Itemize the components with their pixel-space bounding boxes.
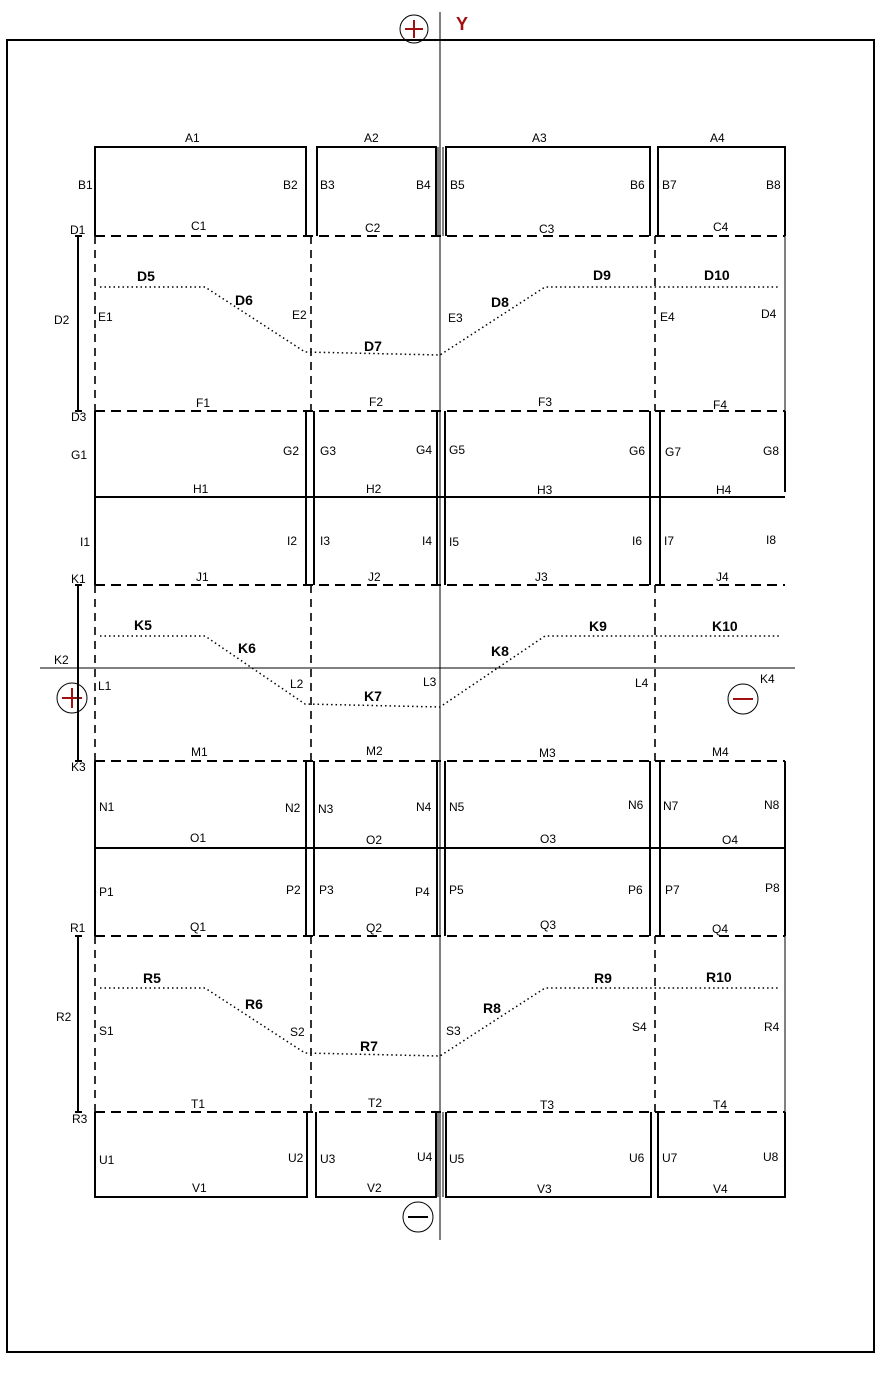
label-i1: I1 bbox=[80, 535, 91, 549]
label-u2: U2 bbox=[288, 1151, 304, 1165]
label-o3: O3 bbox=[540, 832, 557, 846]
label-p5: P5 bbox=[449, 883, 464, 897]
label-b1: B1 bbox=[78, 178, 93, 192]
label-a2: A2 bbox=[364, 131, 379, 145]
label-d2: D2 bbox=[54, 313, 70, 327]
label-k8: K8 bbox=[491, 643, 509, 659]
label-o1: O1 bbox=[190, 831, 207, 845]
label-k2: K2 bbox=[54, 653, 69, 667]
label-d7: D7 bbox=[364, 338, 382, 354]
label-n8: N8 bbox=[764, 798, 780, 812]
label-n5: N5 bbox=[449, 800, 465, 814]
label-k1: K1 bbox=[71, 572, 86, 586]
label-g3: G3 bbox=[320, 444, 337, 458]
label-d5: D5 bbox=[137, 268, 155, 284]
label-g5: G5 bbox=[449, 443, 466, 457]
band-r bbox=[75, 936, 785, 1112]
label-m3: M3 bbox=[539, 746, 556, 760]
label-v4: V4 bbox=[713, 1182, 728, 1196]
minus-indicator-bottom-icon bbox=[403, 1202, 433, 1232]
label-k5: K5 bbox=[134, 617, 152, 633]
label-h2: H2 bbox=[366, 482, 382, 496]
label-n2: N2 bbox=[285, 801, 301, 815]
label-q1: Q1 bbox=[190, 920, 207, 934]
label-p8: P8 bbox=[765, 881, 780, 895]
label-i4: I4 bbox=[422, 534, 433, 548]
label-d3: D3 bbox=[71, 410, 87, 424]
band-k bbox=[75, 585, 785, 761]
label-j1: J1 bbox=[196, 570, 209, 584]
label-g7: G7 bbox=[665, 445, 682, 459]
label-j2: J2 bbox=[368, 570, 381, 584]
label-p4: P4 bbox=[415, 885, 430, 899]
label-r10: R10 bbox=[706, 969, 732, 985]
label-v2: V2 bbox=[367, 1181, 382, 1195]
label-r8: R8 bbox=[483, 1000, 501, 1016]
label-c1: C1 bbox=[191, 219, 207, 233]
label-l4: L4 bbox=[635, 676, 649, 690]
label-k3: K3 bbox=[71, 760, 86, 774]
label-n1: N1 bbox=[99, 800, 115, 814]
label-b4: B4 bbox=[416, 178, 431, 192]
label-k4: K4 bbox=[760, 672, 775, 686]
label-i6: I6 bbox=[632, 534, 643, 548]
label-o2: O2 bbox=[366, 833, 383, 847]
label-s1: S1 bbox=[99, 1024, 114, 1038]
label-l2: L2 bbox=[290, 677, 304, 691]
label-p6: P6 bbox=[628, 883, 643, 897]
y-axis-label: Y bbox=[456, 14, 469, 34]
label-e2: E2 bbox=[292, 308, 307, 322]
label-d6: D6 bbox=[235, 292, 253, 308]
label-h3: H3 bbox=[537, 483, 553, 497]
label-i3: I3 bbox=[320, 534, 331, 548]
label-j3: J3 bbox=[535, 570, 548, 584]
label-p7: P7 bbox=[665, 883, 680, 897]
label-q2: Q2 bbox=[366, 921, 383, 935]
label-n7: N7 bbox=[663, 799, 679, 813]
label-r5: R5 bbox=[143, 970, 161, 986]
label-g4: G4 bbox=[416, 443, 433, 457]
label-b5: B5 bbox=[450, 178, 465, 192]
label-j4: J4 bbox=[716, 570, 729, 584]
label-u1: U1 bbox=[99, 1153, 115, 1167]
label-d4: D4 bbox=[761, 307, 777, 321]
label-r9: R9 bbox=[594, 970, 612, 986]
label-f3: F3 bbox=[538, 395, 553, 409]
label-s3: S3 bbox=[446, 1024, 461, 1038]
label-s4: S4 bbox=[632, 1020, 647, 1034]
label-b3: B3 bbox=[320, 178, 335, 192]
label-q3: Q3 bbox=[540, 918, 557, 932]
label-c2: C2 bbox=[365, 221, 381, 235]
label-c4: C4 bbox=[713, 220, 729, 234]
label-g6: G6 bbox=[629, 444, 646, 458]
label-h1: H1 bbox=[193, 482, 209, 496]
label-a3: A3 bbox=[532, 131, 547, 145]
label-u7: U7 bbox=[662, 1151, 678, 1165]
label-k9: K9 bbox=[589, 618, 607, 634]
label-d9: D9 bbox=[593, 267, 611, 283]
label-q4: Q4 bbox=[712, 922, 729, 936]
label-b8: B8 bbox=[766, 178, 781, 192]
region-labels bbox=[54, 131, 781, 1196]
label-i8: I8 bbox=[766, 533, 777, 547]
label-n3: N3 bbox=[318, 802, 334, 816]
label-n6: N6 bbox=[628, 798, 644, 812]
label-t4: T4 bbox=[713, 1098, 728, 1112]
label-e3: E3 bbox=[448, 311, 463, 325]
label-u3: U3 bbox=[320, 1152, 336, 1166]
label-d8: D8 bbox=[491, 294, 509, 310]
label-t3: T3 bbox=[540, 1098, 555, 1112]
label-i7: I7 bbox=[664, 534, 675, 548]
label-r4: R4 bbox=[764, 1020, 780, 1034]
label-g1: G1 bbox=[71, 448, 88, 462]
label-f2: F2 bbox=[369, 395, 384, 409]
label-d1: D1 bbox=[70, 223, 86, 237]
label-i5: I5 bbox=[449, 535, 460, 549]
label-h4: H4 bbox=[716, 483, 732, 497]
label-f4: F4 bbox=[713, 398, 728, 412]
label-u6: U6 bbox=[629, 1151, 645, 1165]
label-c3: C3 bbox=[539, 222, 555, 236]
label-r3: R3 bbox=[72, 1112, 88, 1126]
label-r1: R1 bbox=[70, 921, 86, 935]
label-t1: T1 bbox=[191, 1097, 206, 1111]
label-e1: E1 bbox=[98, 310, 113, 324]
label-v1: V1 bbox=[192, 1181, 207, 1195]
label-g2: G2 bbox=[283, 444, 300, 458]
label-p3: P3 bbox=[319, 883, 334, 897]
label-t2: T2 bbox=[368, 1096, 383, 1110]
label-g8: G8 bbox=[763, 444, 780, 458]
label-k7: K7 bbox=[364, 688, 382, 704]
label-b2: B2 bbox=[283, 178, 298, 192]
label-m2: M2 bbox=[366, 744, 383, 758]
label-e4: E4 bbox=[660, 310, 675, 324]
label-u8: U8 bbox=[763, 1150, 779, 1164]
label-r7: R7 bbox=[360, 1038, 378, 1054]
label-b6: B6 bbox=[630, 178, 645, 192]
plus-indicator-left-icon bbox=[57, 683, 87, 713]
label-a1: A1 bbox=[185, 131, 200, 145]
label-m1: M1 bbox=[191, 745, 208, 759]
label-p2: P2 bbox=[286, 883, 301, 897]
label-a4: A4 bbox=[710, 131, 725, 145]
label-f1: F1 bbox=[196, 396, 211, 410]
label-p1: P1 bbox=[99, 885, 114, 899]
plus-indicator-top-icon bbox=[400, 15, 428, 43]
label-n4: N4 bbox=[416, 800, 432, 814]
label-r2: R2 bbox=[56, 1010, 72, 1024]
label-u4: U4 bbox=[417, 1150, 433, 1164]
label-b7: B7 bbox=[662, 178, 677, 192]
label-u5: U5 bbox=[449, 1152, 465, 1166]
band-d bbox=[75, 236, 785, 411]
label-i2: I2 bbox=[287, 534, 298, 548]
label-k6: K6 bbox=[238, 640, 256, 656]
label-l1: L1 bbox=[98, 679, 112, 693]
label-m4: M4 bbox=[712, 745, 729, 759]
label-v3: V3 bbox=[537, 1182, 552, 1196]
minus-indicator-right-icon bbox=[728, 684, 758, 714]
label-s2: S2 bbox=[290, 1025, 305, 1039]
label-r6: R6 bbox=[245, 996, 263, 1012]
label-o4: O4 bbox=[722, 833, 739, 847]
label-l3: L3 bbox=[423, 675, 437, 689]
label-d10: D10 bbox=[704, 267, 730, 283]
label-k10: K10 bbox=[712, 618, 738, 634]
